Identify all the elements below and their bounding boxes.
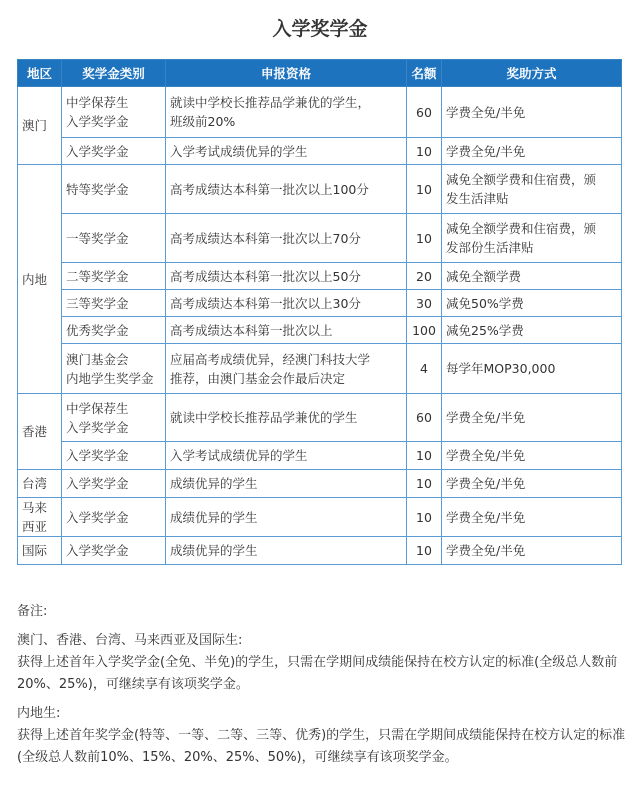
- notes-section1-heading: 澳门、香港、台湾、马来西亚及国际生:: [17, 633, 243, 648]
- qualification-cell: 入学考试成绩优异的学生: [166, 442, 407, 470]
- quota-cell: 100: [407, 317, 442, 344]
- table-row: [18, 344, 622, 394]
- qualification-cell: 成绩优异的学生: [166, 470, 407, 498]
- category-cell: 入学奖学金: [62, 537, 166, 565]
- notes-section1-text: 获得上述首年入学奖学金(全免、半免)的学生，只需在学期间成绩能保持在校方认定的标准(全级总人数前20%、25%)，可继续享有该项奖学金。: [17, 655, 618, 692]
- award-cell: 减免全额学费: [442, 263, 622, 290]
- award-cell: 学费全免/半免: [442, 470, 622, 498]
- qualification-cell: 成绩优异的学生: [166, 498, 407, 537]
- table-row: [18, 165, 622, 214]
- award-cell: 每学年MOP30,000: [442, 344, 622, 394]
- quota-cell: 10: [407, 442, 442, 470]
- quota-cell: 30: [407, 290, 442, 317]
- qualification-cell: 高考成绩达本科第一批次以上: [166, 317, 407, 344]
- region-cell: 马来 西亚: [18, 498, 62, 537]
- quota-cell: 10: [407, 470, 442, 498]
- category-cell: 入学奖学金: [62, 442, 166, 470]
- table-row: [18, 87, 622, 138]
- column-header: 奖助方式: [442, 60, 622, 87]
- category-cell: 一等奖学金: [62, 214, 166, 263]
- qualification-cell: 高考成绩达本科第一批次以上100分: [166, 165, 407, 214]
- category-cell: 入学奖学金: [62, 498, 166, 537]
- quota-cell: 20: [407, 263, 442, 290]
- table-row: [18, 138, 622, 165]
- category-cell: 特等奖学金: [62, 165, 166, 214]
- table-row: [18, 470, 622, 498]
- award-cell: 减免全额学费和住宿费，颁 发生活津贴: [442, 165, 622, 214]
- notes-label: 备注:: [17, 604, 48, 619]
- column-header: 名额: [407, 60, 442, 87]
- table-row: [18, 214, 622, 263]
- notes-section2-heading: 内地生:: [17, 706, 61, 721]
- category-cell: 中学保荐生 入学奖学金: [62, 87, 166, 138]
- quota-cell: 60: [407, 394, 442, 442]
- award-cell: 学费全免/半免: [442, 87, 622, 138]
- region-cell: 香港: [18, 394, 62, 470]
- region-cell: 澳门: [18, 87, 62, 165]
- award-cell: 学费全免/半免: [442, 537, 622, 565]
- table-body: [18, 87, 622, 565]
- table-row: [18, 317, 622, 344]
- column-header: 地区: [18, 60, 62, 87]
- qualification-cell: 高考成绩达本科第一批次以上30分: [166, 290, 407, 317]
- quota-cell: 60: [407, 87, 442, 138]
- column-header: 奖学金类别: [62, 60, 166, 87]
- award-cell: 学费全免/半免: [442, 442, 622, 470]
- region-cell: 国际: [18, 537, 62, 565]
- table-row: [18, 442, 622, 470]
- category-cell: 二等奖学金: [62, 263, 166, 290]
- category-cell: 入学奖学金: [62, 138, 166, 165]
- table-header-row: [18, 60, 622, 87]
- award-cell: 减免25%学费: [442, 317, 622, 344]
- table-row: [18, 498, 622, 537]
- category-cell: 中学保荐生 入学奖学金: [62, 394, 166, 442]
- column-header: 申报资格: [166, 60, 407, 87]
- region-cell: 内地: [18, 165, 62, 394]
- quota-cell: 4: [407, 344, 442, 394]
- quota-cell: 10: [407, 165, 442, 214]
- quota-cell: 10: [407, 537, 442, 565]
- qualification-cell: 成绩优异的学生: [166, 537, 407, 565]
- award-cell: 学费全免/半免: [442, 498, 622, 537]
- qualification-cell: 就读中学校长推荐品学兼优的学生: [166, 394, 407, 442]
- qualification-cell: 就读中学校长推荐品学兼优的学生， 班级前20%: [166, 87, 407, 138]
- category-cell: 入学奖学金: [62, 470, 166, 498]
- table-row: [18, 394, 622, 442]
- qualification-cell: 高考成绩达本科第一批次以上70分: [166, 214, 407, 263]
- notes-section2-text: 获得上述首年奖学金(特等、一等、二等、三等、优秀)的学生，只需在学期间成绩能保持在校方认定的标准(全级总人数前10%、15%、20%、25%、50%)，可继续享有该项奖学金。: [17, 728, 626, 765]
- quota-cell: 10: [407, 498, 442, 537]
- award-cell: 学费全免/半免: [442, 394, 622, 442]
- category-cell: 三等奖学金: [62, 290, 166, 317]
- award-cell: 减免全额学费和住宿费，颁 发部份生活津贴: [442, 214, 622, 263]
- quota-cell: 10: [407, 214, 442, 263]
- region-cell: 台湾: [18, 470, 62, 498]
- qualification-cell: 应届高考成绩优异，经澳门科技大学 推荐，由澳门基金会作最后决定: [166, 344, 407, 394]
- award-cell: 学费全免/半免: [442, 138, 622, 165]
- page-title: 入学奖学金: [272, 18, 368, 40]
- qualification-cell: 高考成绩达本科第一批次以上50分: [166, 263, 407, 290]
- category-cell: 澳门基金会 内地学生奖学金: [62, 344, 166, 394]
- table-row: [18, 290, 622, 317]
- table-row: [18, 263, 622, 290]
- qualification-cell: 入学考试成绩优异的学生: [166, 138, 407, 165]
- scholarship-table: [17, 59, 622, 565]
- award-cell: 减免50%学费: [442, 290, 622, 317]
- quota-cell: 10: [407, 138, 442, 165]
- table-row: [18, 537, 622, 565]
- category-cell: 优秀奖学金: [62, 317, 166, 344]
